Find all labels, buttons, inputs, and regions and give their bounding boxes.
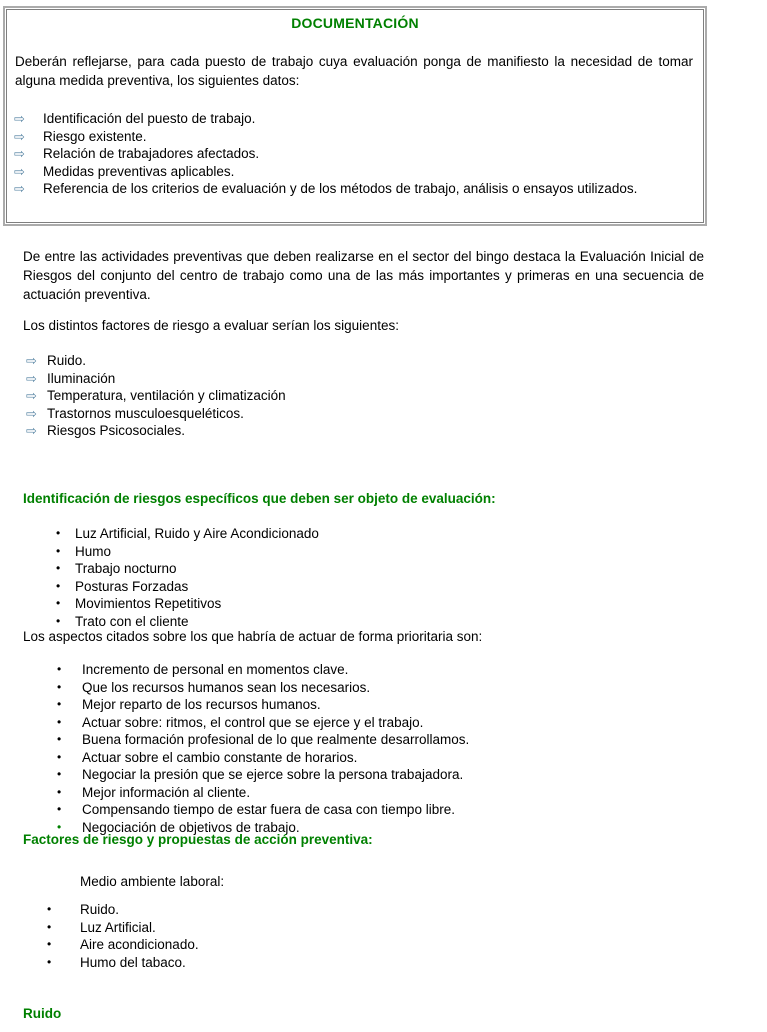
priority-aspects-list	[57, 661, 687, 836]
paragraph-evaluacion-inicial: De entre las actividades preventivas que deben realizarse en el sector del bingo destaca la Evaluación Inicial de Riesgos del conjunto del centro de trabajo como una de las más importantes y primeras en una secuencia de actuación preventiva.	[23, 249, 704, 302]
bullet-icon: •	[47, 902, 52, 916]
bullet-icon: •	[56, 526, 61, 540]
list-item	[57, 696, 687, 714]
arrow-bullet-icon: ⇨	[14, 128, 25, 144]
list-item-text: Riesgos Psicosociales.	[47, 423, 186, 438]
risk-factors-list	[26, 352, 686, 440]
arrow-bullet-icon: ⇨	[14, 111, 25, 126]
bullet-icon: •	[56, 613, 61, 628]
list-item-text: Identificación del puesto de trabajo.	[43, 111, 256, 126]
heading-riesgos-especificos: Identificación de riesgos específicos que deben ser objeto de evaluación:	[23, 491, 496, 506]
heading-factores-riesgo: Factores de riesgo y propuestas de acción preventiva:	[23, 832, 373, 847]
list-item-text: Humo del tabaco.	[80, 954, 186, 970]
list-item	[56, 560, 676, 578]
list-item-text: Actuar sobre el cambio constante de horarios.	[82, 749, 358, 765]
list-item	[57, 749, 687, 767]
list-item-text: Actuar sobre: ritmos, el control que se ejerce y el trabajo.	[82, 714, 424, 730]
list-item	[14, 163, 698, 181]
bullet-icon: •	[56, 543, 61, 558]
list-item	[26, 352, 686, 370]
specific-risks-list	[56, 525, 676, 630]
list-item-text: Ruido.	[47, 353, 87, 368]
list-item	[47, 936, 667, 954]
list-item	[56, 543, 676, 561]
list-item	[47, 901, 667, 919]
list-item-text: Incremento de personal en momentos clave.	[82, 662, 349, 677]
bullet-icon: •	[56, 561, 61, 575]
list-item	[14, 110, 698, 128]
subheading-medio-ambiente: Medio ambiente laboral:	[80, 874, 225, 889]
bullet-icon: •	[56, 578, 61, 593]
list-item-text: Trastornos musculoesqueléticos.	[47, 405, 244, 421]
arrow-bullet-icon: ⇨	[26, 353, 37, 368]
heading-ruido: Ruido	[23, 1006, 62, 1021]
list-item	[57, 731, 687, 749]
list-item-text: Riesgo existente.	[43, 128, 147, 144]
list-item-text: Compensando tiempo de estar fuera de casa con tiempo libre.	[82, 802, 455, 817]
bullet-icon: •	[57, 679, 62, 694]
list-item	[57, 679, 687, 697]
list-item-text: Trabajo nocturno	[75, 561, 177, 576]
list-item-text: Movimientos Repetitivos	[75, 596, 222, 611]
bullet-icon: •	[57, 749, 62, 764]
list-item	[26, 370, 686, 388]
arrow-bullet-icon: ⇨	[14, 181, 25, 196]
list-item	[47, 919, 667, 937]
doc-box-intro: Deberán reflejarse, para cada puesto de trabajo cuya evaluación ponga de manifiesto la necesidad de tomar alguna medida preventiva, los siguientes datos:	[15, 54, 693, 88]
list-item-text: Que los recursos humanos sean los necesarios.	[82, 679, 371, 695]
bullet-icon: •	[47, 937, 52, 951]
list-item	[26, 387, 686, 405]
list-item-text: Relación de trabajadores afectados.	[43, 146, 260, 161]
list-item-text: Negociar la presión que se ejerce sobre la persona trabajadora.	[82, 767, 464, 782]
arrow-bullet-icon: ⇨	[26, 423, 37, 438]
bullet-icon: •	[47, 919, 52, 934]
doc-box-title: DOCUMENTACIÓN	[291, 15, 419, 31]
list-item	[56, 595, 676, 613]
list-item	[56, 578, 676, 596]
bullet-icon: •	[56, 596, 61, 610]
list-item-text: Humo	[75, 543, 112, 559]
list-item-text: Luz Artificial.	[80, 919, 156, 935]
list-item-text: Trato con el cliente	[75, 613, 189, 629]
list-item	[47, 954, 667, 972]
arrow-bullet-icon: ⇨	[26, 370, 37, 386]
list-item-text: Buena formación profesional de lo que realmente desarrollamos.	[82, 732, 470, 747]
list-item-text: Mejor información al cliente.	[82, 784, 251, 800]
paragraph-factores-intro: Los distintos factores de riesgo a evaluar serían los siguientes:	[23, 318, 399, 333]
bullet-icon: •	[47, 954, 52, 969]
bullet-icon: •	[57, 697, 62, 711]
list-item	[57, 714, 687, 732]
list-item-text: Posturas Forzadas	[75, 578, 189, 594]
list-item	[26, 422, 686, 440]
list-item-text: Iluminación	[47, 370, 116, 386]
bullet-icon: •	[57, 732, 62, 746]
bullet-icon: •	[57, 767, 62, 781]
list-item-text: Temperatura, ventilación y climatización	[47, 388, 286, 403]
list-item	[14, 128, 698, 146]
arrow-bullet-icon: ⇨	[26, 388, 37, 403]
list-item-text: Negociación de objetivos de trabajo.	[82, 819, 300, 835]
environment-items-list	[47, 901, 667, 971]
list-item	[57, 784, 687, 802]
list-item-text: Mejor reparto de los recursos humanos.	[82, 697, 321, 712]
list-item	[57, 766, 687, 784]
list-item	[56, 525, 676, 543]
list-item-text: Aire acondicionado.	[80, 937, 199, 952]
list-item-text: Referencia de los criterios de evaluación y de los métodos de trabajo, análisis o ensayos utilizados.	[43, 181, 638, 196]
paragraph-aspectos-prioritarios: Los aspectos citados sobre los que habría de actuar de forma prioritaria son:	[23, 629, 483, 644]
arrow-bullet-icon: ⇨	[14, 163, 25, 179]
green-bullet-icon: •	[57, 819, 62, 834]
bullet-icon: •	[57, 784, 62, 799]
bullet-icon: •	[57, 714, 62, 729]
bullet-icon: •	[57, 802, 62, 816]
doc-box-list	[14, 110, 698, 198]
list-item-text: Medidas preventivas aplicables.	[43, 163, 235, 179]
list-item	[57, 801, 687, 819]
bullet-icon: •	[57, 662, 62, 676]
arrow-bullet-icon: ⇨	[14, 146, 25, 161]
list-item	[26, 405, 686, 423]
list-item	[14, 180, 698, 198]
documentation-box	[6, 9, 704, 223]
arrow-bullet-icon: ⇨	[26, 405, 37, 421]
list-item-text: Luz Artificial, Ruido y Aire Acondicionado	[75, 526, 319, 541]
list-item-text: Ruido.	[80, 902, 120, 917]
list-item	[14, 145, 698, 163]
list-item	[57, 661, 687, 679]
